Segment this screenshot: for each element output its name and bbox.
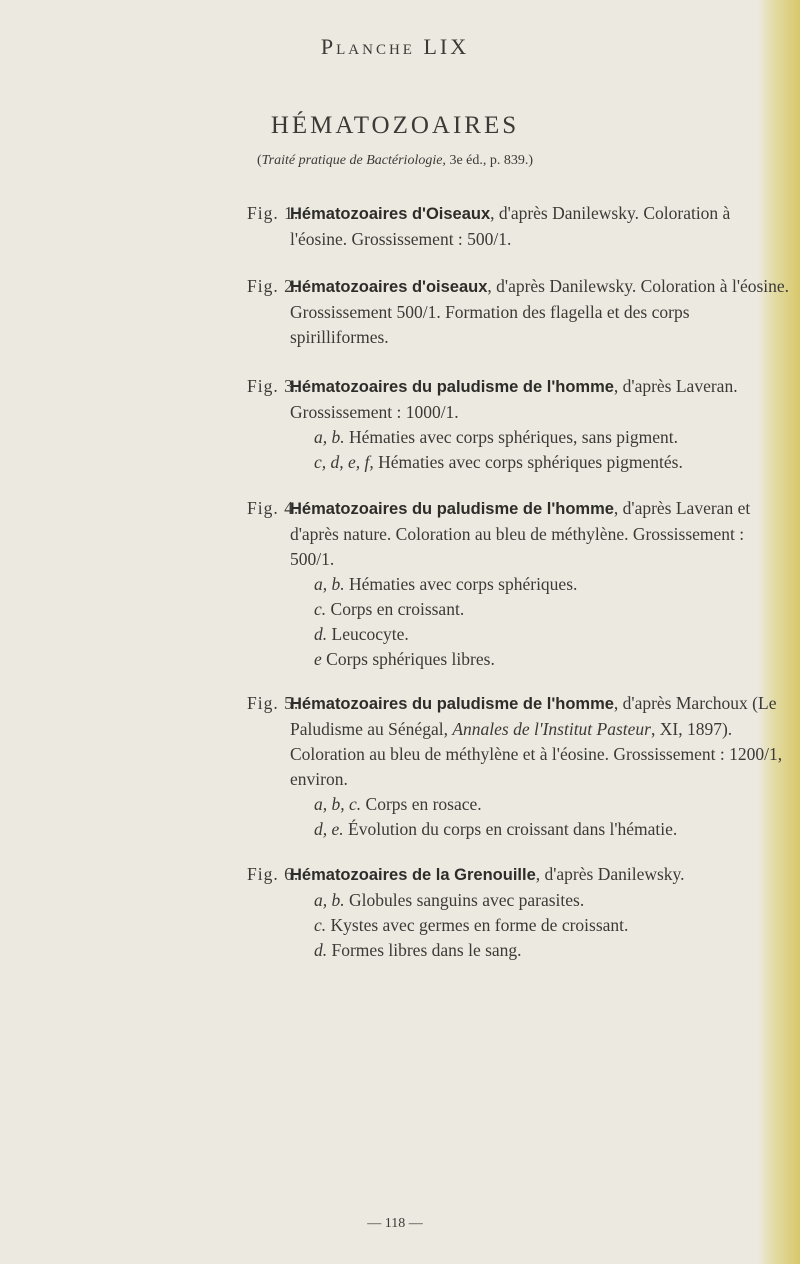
fig-5-item-text: Corps en rosace. (361, 794, 482, 814)
fig-5-caption (290, 691, 790, 842)
fig-5-item (290, 817, 790, 842)
fig-5-item-letters: d, e. (314, 819, 344, 839)
fig-6-caption (290, 862, 790, 963)
fig-3-item-letters: a, b. (314, 427, 345, 447)
fig-5-number: Fig. 5. (247, 693, 300, 713)
fig-4-item-text: Leucocyte. (327, 624, 409, 644)
fig-6-item-text: Formes libres dans le sang. (327, 940, 522, 960)
fig-3-heading: Hématozoaires du paludisme de l'homme (290, 378, 614, 396)
fig-4-item (290, 647, 790, 672)
fig-2-number: Fig. 2. (247, 276, 300, 296)
fig-6-item-letters: a, b. (314, 890, 345, 910)
fig-4-item (290, 597, 790, 622)
fig-5-item (290, 792, 790, 817)
fig-6-item-text: Globules sanguins avec parasites. (344, 890, 585, 910)
fig-4-number: Fig. 4. (247, 498, 300, 518)
fig-6-item (290, 888, 790, 913)
fig-5-item-text: Évolution du corps en croissant dans l'hématie. (343, 819, 678, 839)
fig-2-heading: Hématozoaires d'oiseaux (290, 278, 488, 296)
fig-1-heading: Hématozoaires d'Oiseaux (290, 205, 491, 223)
fig-3-item-text: Hématies avec corps sphériques, sans pigment. (344, 427, 679, 447)
source-title: Traité pratique de Bactériologie, (261, 153, 446, 168)
fig-1-number: Fig. 1. (247, 203, 300, 223)
fig-4-item-text: Corps sphériques libres. (321, 649, 495, 669)
source-reference: (Traité pratique de Bactériologie, 3e éd., p. 839.) (256, 153, 534, 168)
fig-4-item-letters: d. (314, 624, 328, 644)
fig-4-item-letters: c. (314, 599, 327, 619)
fig-3-item-letters: c, d, e, f, (314, 452, 374, 472)
fig-3-item-text: Hématies avec corps sphériques pigmentés. (373, 452, 683, 472)
fig-6-item (290, 938, 790, 963)
fig-6-item (290, 913, 790, 938)
fig-6-number: Fig. 6. (247, 864, 300, 884)
fig-3-caption (290, 374, 790, 475)
fig-6-heading: Hématozoaires de la Grenouille (290, 866, 536, 884)
fig-4-heading: Hématozoaires du paludisme de l'homme (290, 500, 614, 518)
page-number: — 118 — (367, 1216, 423, 1231)
fig-6-text: , d'après Danilewsky. (535, 864, 685, 884)
page-title: HÉMATOZOAIRES (270, 112, 520, 139)
fig-2-caption (290, 274, 790, 350)
fig-3-item (290, 425, 790, 450)
fig-4-item-text: Hématies avec corps sphériques. (344, 574, 578, 594)
fig-5-heading: Hématozoaires du paludisme de l'homme (290, 695, 614, 713)
fig-3-number: Fig. 3. (247, 376, 300, 396)
fig-4-item-letters: e (314, 649, 322, 669)
fig-5-item-letters: a, b, c. (314, 794, 362, 814)
fig-2-text: , d'après Danilewsky. Coloration à l'éosine. Grossissement 500/1. Formation des flagella et des corps spirilliformes. (290, 276, 790, 347)
fig-3-item (290, 450, 790, 475)
fig-4-caption (290, 496, 790, 672)
fig-4-text: , d'après Laveran et d'après nature. Coloration au bleu de méthylène. Grossissement : 500/1. (290, 498, 751, 569)
fig-5-text-a: , d'après Marchoux (Le Paludisme au Sénégal, (290, 693, 777, 739)
fig-4-item (290, 572, 790, 597)
fig-5-text-b: , XI, 1897). Coloration au bleu de méthylène et à l'éosine. Grossissement : 1200/1, environ. (290, 719, 783, 789)
fig-4-item-text: Corps en croissant. (326, 599, 465, 619)
fig-6-item-letters: c. (314, 915, 327, 935)
fig-4-item-letters: a, b. (314, 574, 345, 594)
fig-4-item (290, 622, 790, 647)
fig-3-text: , d'après Laveran. Grossissement : 1000/1. (290, 376, 738, 422)
source-details: 3e éd., p. 839. (445, 153, 529, 168)
fig-6-item-text: Kystes avec germes en forme de croissant. (326, 915, 629, 935)
fig-1-caption (290, 201, 790, 252)
fig-5-journal: Annales de l'Institut Pasteur (452, 719, 651, 739)
fig-1-text: , d'après Danilewsky. Coloration à l'éosine. Grossissement : 500/1. (290, 203, 731, 249)
plate-number: Planche LIX (320, 34, 470, 59)
fig-6-item-letters: d. (314, 940, 328, 960)
